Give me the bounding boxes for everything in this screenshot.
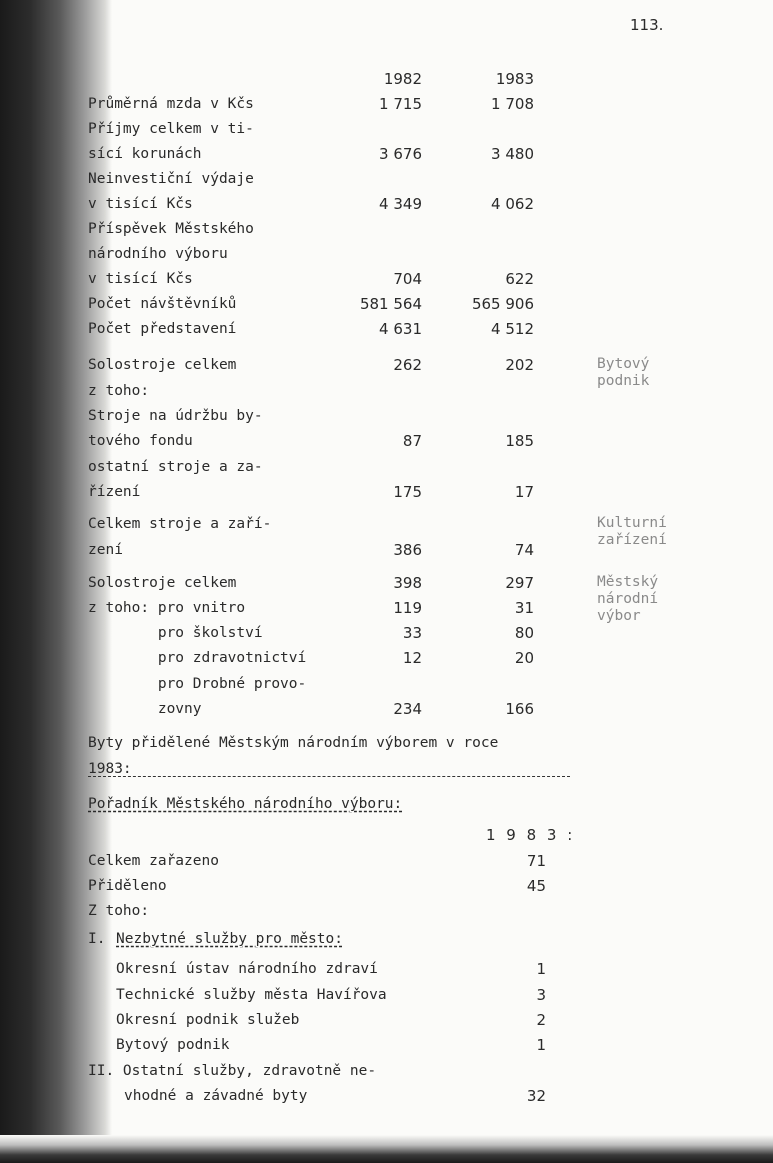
row-label: řízení — [88, 484, 141, 500]
row-label: z toho: pro vnitro — [88, 600, 246, 616]
page-number: 113. — [630, 16, 664, 34]
row-label: národního výboru — [88, 246, 228, 262]
row-label: Počet představení — [88, 321, 237, 337]
cell-1983: 622 — [505, 270, 534, 288]
cell-1982: 3 676 — [379, 145, 422, 163]
list-item-label: Okresní ústav národního zdraví — [116, 961, 378, 977]
cell-1983: 1 708 — [491, 95, 534, 113]
cell-1983: 17 — [514, 483, 534, 501]
row-label: Solostroje celkem — [88, 357, 237, 373]
row-label: Solostroje celkem — [88, 575, 237, 591]
row-label: pro Drobné provo- — [88, 676, 307, 692]
cell-1983: 185 — [505, 432, 534, 450]
cell-1983: 297 — [505, 574, 534, 592]
row-label: Příjmy celkem v ti- — [88, 121, 254, 137]
list-item-value: 3 — [536, 986, 546, 1004]
cell-1983: 166 — [505, 700, 534, 718]
poradnik-row-label: Přiděleno — [88, 878, 167, 894]
scan-bottom-shadow — [0, 1135, 773, 1163]
cell-1982: 704 — [393, 270, 422, 288]
side-label-mestsky-narodni-vybor: Městský národní výbor — [597, 574, 659, 624]
cell-1983: 565 906 — [471, 295, 534, 313]
row-label: tového fondu — [88, 433, 193, 449]
poradnik-row-value: 45 — [526, 877, 546, 895]
cell-1982: 4 349 — [379, 195, 422, 213]
cell-1983: 74 — [514, 541, 534, 559]
row-label: pro zdravotnictví — [88, 650, 307, 666]
cell-1983: 31 — [514, 599, 534, 617]
row-label: zovny — [88, 701, 202, 717]
poradnik-year: 1 9 8 3 : — [486, 826, 576, 844]
cell-1983: 202 — [505, 356, 534, 374]
row-label: Stroje na údržbu by- — [88, 408, 263, 424]
poradnik-row-label: Celkem zařazeno — [88, 853, 219, 869]
row-label: sící korunách — [88, 146, 202, 162]
row-label: z toho: — [88, 383, 150, 399]
cell-1982: 1 715 — [379, 95, 422, 113]
cell-1982: 262 — [393, 356, 422, 374]
list-item-value: 1 — [536, 960, 546, 978]
heading-rule — [88, 776, 570, 777]
list-item-label: Technické služby města Havířova — [116, 987, 387, 1003]
side-label-kulturni-zarizeni: Kulturní zařízení — [597, 515, 667, 548]
flats-heading-line1: Byty přidělené Městským národním výborem v roce — [88, 735, 499, 751]
cell-1982: 386 — [393, 541, 422, 559]
poradnik-heading: Pořadník Městského národního výboru: — [88, 796, 403, 812]
row-label: v tisící Kčs — [88, 196, 193, 212]
row-label: Příspěvek Městského — [88, 221, 254, 237]
poradnik-row-value: 71 — [526, 852, 546, 870]
cell-1982: 33 — [402, 624, 422, 642]
row-label: pro školství — [88, 625, 263, 641]
cell-1982: 12 — [402, 649, 422, 667]
row-label: v tisící Kčs — [88, 271, 193, 287]
section2-line2: vhodné a závadné byty — [124, 1088, 308, 1104]
list-item-value: 2 — [536, 1011, 546, 1029]
row-label: zení — [88, 542, 123, 558]
list-item-label: Okresní podnik služeb — [116, 1012, 300, 1028]
cell-1983: 20 — [514, 649, 534, 667]
section2-line1: II. Ostatní služby, zdravotně ne- — [88, 1063, 377, 1079]
cell-1982: 234 — [393, 700, 422, 718]
cell-1983: 4 512 — [491, 320, 534, 338]
section1-title: Nezbytné služby pro město: — [116, 931, 343, 947]
cell-1982: 4 631 — [379, 320, 422, 338]
section1-prefix: I. — [88, 931, 106, 947]
cell-1982: 175 — [393, 483, 422, 501]
cell-1983: 80 — [514, 624, 534, 642]
cell-1982: 581 564 — [359, 295, 422, 313]
row-label: Celkem stroje a zaří- — [88, 516, 272, 532]
section2-value: 32 — [526, 1087, 546, 1105]
cell-1983: 3 480 — [491, 145, 534, 163]
list-item-label: Bytový podnik — [116, 1037, 230, 1053]
flats-heading-line2: 1983: — [88, 761, 132, 777]
cell-1982: 87 — [402, 432, 422, 450]
row-label: ostatní stroje a za- — [88, 459, 263, 475]
row-label: Neinvestiční výdaje — [88, 171, 254, 187]
cell-1982: 119 — [393, 599, 422, 617]
poradnik-row-label: Z toho: — [88, 903, 150, 919]
row-label: Průměrná mzda v Kčs — [88, 96, 254, 112]
cell-1983: 4 062 — [491, 195, 534, 213]
cell-1982: 398 — [393, 574, 422, 592]
row-label: Počet návštěvníků — [88, 296, 237, 312]
side-label-bytovy-podnik: Bytový podnik — [597, 356, 650, 389]
list-item-value: 1 — [536, 1036, 546, 1054]
year-header-1982: 1982 — [383, 70, 422, 88]
year-header-1983: 1983 — [495, 70, 534, 88]
